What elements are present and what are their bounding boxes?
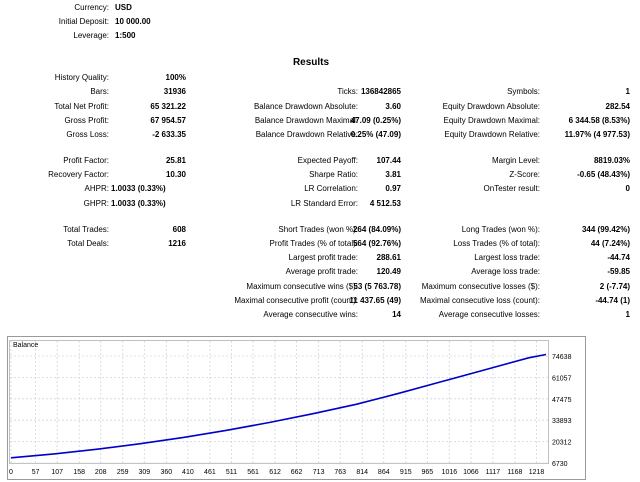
col3-label: Largest loss trade:	[474, 253, 540, 262]
x-tick-label: 158	[73, 469, 86, 476]
x-tick-label: 814	[356, 469, 369, 476]
col2-value: 3.60	[385, 102, 401, 111]
x-tick-label: 965	[421, 469, 434, 476]
col1-label: Recovery Factor:	[48, 170, 109, 179]
setting-label: Leverage:	[73, 31, 109, 40]
col2-value: 564 (92.76%)	[352, 239, 401, 248]
col3-label: Equity Drawdown Maximal:	[443, 116, 540, 125]
x-tick-label: 208	[94, 469, 107, 476]
y-tick-label: 33893	[552, 418, 572, 426]
col1-value: 1.0033 (0.33%)	[111, 184, 166, 193]
col2-label: Average consecutive wins:	[263, 310, 358, 319]
col1-value: 25.81	[165, 156, 186, 165]
col2-value: 53 (5 763.78)	[353, 282, 401, 291]
x-tick-label: 1117	[485, 469, 501, 476]
col1-label: Total Deals:	[67, 239, 109, 248]
x-tick-label: 713	[312, 469, 325, 476]
col2-value: 47.09 (0.25%)	[350, 116, 401, 125]
setting-value: 1:500	[115, 31, 136, 40]
col2-label: Maximal consecutive profit (count):	[234, 296, 358, 305]
col3-label: OnTester result:	[483, 184, 540, 193]
col2-label: Maximum consecutive wins ($):	[246, 282, 358, 291]
plot-area	[10, 341, 549, 464]
col1-value: 608	[172, 225, 186, 234]
x-tick-label: 864	[377, 469, 390, 476]
col1-label: Gross Profit:	[64, 116, 109, 125]
col2-value: 0.25% (47.09)	[350, 130, 401, 139]
col1-value: 10.30	[165, 170, 186, 179]
x-tick-label: 1066	[463, 469, 479, 476]
y-tick-label: 6730	[552, 461, 568, 468]
col2-value: 136842865	[360, 87, 401, 96]
col3-value: -59.85	[607, 267, 630, 276]
col3-value: 6 344.58 (8.53%)	[568, 116, 630, 125]
x-tick-label: 309	[138, 469, 151, 476]
col1-value: -2 633.35	[152, 130, 186, 139]
col3-value: 1	[625, 310, 630, 319]
col1-label: Bars:	[90, 87, 109, 96]
setting-label: Initial Deposit:	[58, 17, 109, 26]
x-tick-label: 1016	[441, 469, 458, 476]
setting-label: Currency:	[74, 3, 109, 12]
col2-value: 0.97	[385, 184, 401, 193]
col1-label: GHPR:	[83, 199, 109, 208]
col3-value: 2 (-7.74)	[599, 282, 630, 291]
x-tick-label: 259	[116, 469, 129, 476]
col2-value: 264 (84.09%)	[352, 225, 401, 234]
x-tick-label: 561	[247, 469, 259, 476]
col1-value: 65 321.22	[150, 102, 186, 111]
col1-label: Total Trades:	[63, 225, 109, 234]
col1-value: 1216	[168, 239, 186, 248]
y-tick-label: 47475	[552, 396, 572, 404]
y-tick-label: 74638	[552, 354, 572, 361]
col2-label: LR Correlation:	[304, 184, 358, 193]
col1-value: 100%	[165, 73, 186, 82]
col1-label: History Quality:	[54, 73, 109, 82]
col2-label: LR Standard Error:	[290, 199, 358, 208]
col2-value: 288.61	[376, 253, 401, 262]
x-tick-label: 107	[51, 469, 64, 476]
col2-label: Profit Trades (% of total):	[269, 239, 358, 248]
balance-chart-svg	[7, 336, 586, 480]
col2-label: Average profit trade:	[285, 267, 358, 276]
col2-label: Sharpe Ratio:	[309, 170, 358, 179]
x-tick-label: 612	[269, 469, 281, 476]
col3-value: 8819.03%	[593, 156, 630, 165]
col3-value: 1	[625, 87, 630, 96]
x-tick-label: 662	[290, 469, 303, 476]
col3-value: 11.97% (4 977.53)	[564, 130, 630, 139]
y-tick-label: 20312	[552, 439, 572, 447]
x-tick-label: 410	[182, 469, 194, 476]
col3-label: Loss Trades (% of total):	[453, 239, 540, 248]
col2-value: 120.49	[376, 267, 401, 276]
col1-value: 67 954.57	[150, 116, 186, 125]
col2-label: Balance Drawdown Relative:	[255, 130, 358, 139]
chart-title: Balance	[13, 342, 39, 349]
col3-label: Average loss trade:	[471, 267, 540, 276]
col2-label: Expected Payoff:	[297, 156, 358, 165]
col1-label: Gross Loss:	[66, 130, 109, 139]
col3-value: 282.54	[605, 102, 630, 111]
col2-value: 14	[392, 310, 401, 319]
col3-label: Margin Level:	[491, 156, 540, 165]
col2-value: 11 437.65 (49)	[349, 296, 401, 305]
col2-value: 4 512.53	[369, 199, 401, 208]
col3-label: Z-Score:	[509, 170, 540, 179]
col3-label: Equity Drawdown Absolute:	[442, 102, 540, 111]
col1-label: Total Net Profit:	[54, 102, 109, 111]
col3-value: -44.74	[607, 253, 630, 262]
col3-label: Maximum consecutive losses ($):	[421, 282, 540, 291]
col1-value: 31936	[163, 87, 186, 96]
col3-label: Maximal consecutive loss (count):	[419, 296, 540, 305]
col2-label: Largest profit trade:	[288, 253, 358, 262]
col3-value: -0.65 (48.43%)	[577, 170, 630, 179]
col2-value: 3.81	[385, 170, 401, 179]
col2-label: Short Trades (won %):	[278, 225, 358, 234]
balance-chart	[7, 336, 586, 480]
col3-value: 344 (99.42%)	[581, 225, 630, 234]
x-tick-label: 763	[334, 469, 347, 476]
setting-value: 10 000.00	[115, 17, 151, 26]
x-tick-label: 511	[225, 469, 238, 476]
col3-value: -44.74 (1)	[595, 296, 630, 305]
col1-value: 1.0033 (0.33%)	[111, 199, 166, 208]
x-tick-label: 360	[160, 469, 173, 476]
setting-value: USD	[115, 3, 132, 12]
x-tick-label: 1168	[507, 469, 523, 476]
col3-label: Long Trades (won %):	[461, 225, 540, 234]
results-title: Results	[292, 57, 330, 68]
col1-label: AHPR:	[84, 184, 109, 193]
col3-label: Equity Drawdown Relative:	[444, 130, 540, 139]
col3-value: 44 (7.24%)	[590, 239, 630, 248]
x-tick-label: 461	[204, 469, 216, 476]
col2-value: 107.44	[376, 156, 401, 165]
x-tick-label: 915	[399, 469, 412, 476]
col2-label: Balance Drawdown Absolute:	[253, 102, 358, 111]
col3-value: 0	[625, 184, 630, 193]
col2-label: Balance Drawdown Maximal:	[254, 116, 358, 125]
x-tick-label: 0	[9, 469, 13, 476]
col3-label: Symbols:	[507, 87, 540, 96]
col2-label: Ticks:	[337, 87, 358, 96]
x-tick-label: 1218	[528, 469, 545, 476]
x-tick-label: 57	[31, 469, 40, 476]
col3-label: Average consecutive losses:	[438, 310, 540, 319]
y-tick-label: 61057	[552, 375, 572, 383]
col1-label: Profit Factor:	[63, 156, 109, 165]
